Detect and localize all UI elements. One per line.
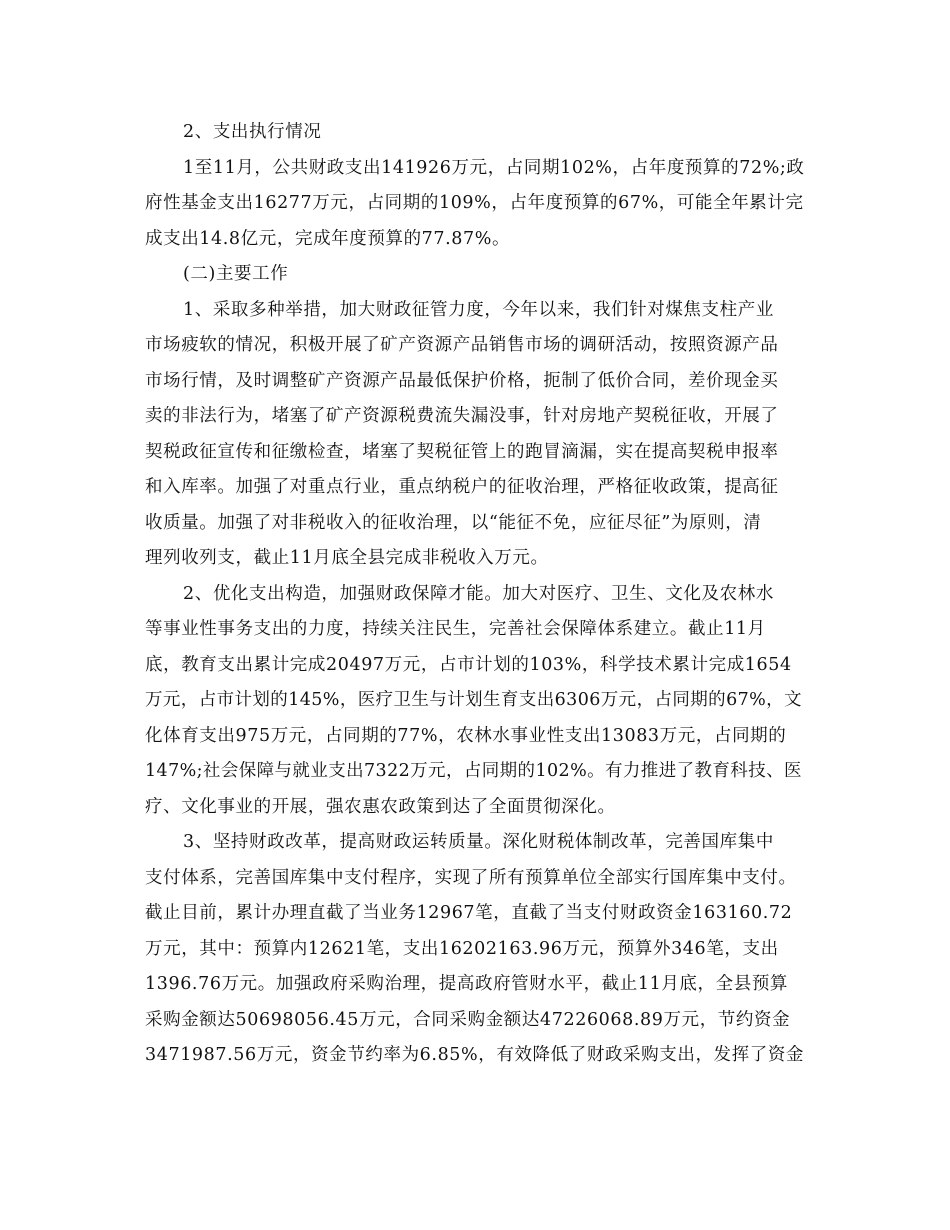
paragraph-line: 化体育支出975万元，占同期的77%，农林水事业性支出13083万元，占同期的 bbox=[145, 725, 787, 746]
paragraph-line: 市场行情，及时调整矿产资源产品最低保护价格，扼制了低价合同，差价现金买 bbox=[145, 370, 779, 391]
paragraph-line: 等事业性事务支出的力度，持续关注民生，完善社会保障体系建立。截止11月 bbox=[145, 619, 766, 639]
paragraph-line: 和入库率。加强了对重点行业，重点纳税户的征收治理，严格征收政策，提高征 bbox=[145, 477, 779, 497]
document-page bbox=[145, 115, 805, 1074]
paragraph-line: 契税政征宣传和征缴检查，堵塞了契税征管上的跑冒滴漏，实在提高契税申报率 bbox=[145, 441, 779, 462]
section-heading: 2、支出执行情况 bbox=[183, 122, 322, 142]
paragraph-line: 3、坚持财政改革，提高财政运转质量。深化财税体制改革，完善国库集中 bbox=[183, 832, 774, 852]
paragraph-line: 市场疲软的情况，积极开展了矿产资源产品销售市场的调研活动，按照资源产品 bbox=[145, 335, 779, 355]
section-heading: (二)主要工作 bbox=[183, 264, 289, 284]
paragraph-line: 2、优化支出构造，加强财政保障才能。加大对医疗、卫生、文化及农林水 bbox=[183, 583, 774, 604]
paragraph-line: 成支出14.8亿元，完成年度预算的77.87%。 bbox=[145, 228, 511, 249]
paragraph-line: 收质量。加强了对非税收入的征收治理，以“能征不免，应征尽征”为原则，清 bbox=[145, 512, 762, 533]
paragraph-line: 3471987.56万元，资金节约率为6.85%，有效降低了财政采购支出，发挥了资金 bbox=[145, 1045, 805, 1065]
paragraph-line: 万元，占市计划的145%，医疗卫生与计划生育支出6306万元，占同期的67%，文 bbox=[145, 690, 802, 710]
paragraph-line: 府性基金支出16277万元，占同期的109%，占年度预算的67%，可能全年累计完 bbox=[145, 193, 804, 213]
paragraph-line: 1、采取多种举措，加大财政征管力度，今年以来，我们针对煤焦支柱产业 bbox=[183, 299, 774, 320]
paragraph-line: 147%;社会保障与就业支出7322万元，占同期的102%。有力推进了教育科技、医 bbox=[145, 761, 802, 781]
paragraph-line: 卖的非法行为，堵塞了矿产资源税费流失漏没事，针对房地产契税征收，开展了 bbox=[145, 406, 779, 426]
paragraph-line: 支付体系，完善国库集中支付程序，实现了所有预算单位全部实行国库集中支付。 bbox=[145, 867, 797, 888]
paragraph-line: 疗、文化事业的开展，强农惠农政策到达了全面贯彻深化。 bbox=[145, 796, 616, 817]
paragraph-line: 采购金额达50698056.45万元，合同采购金额达47226068.89万元，节约资金 bbox=[145, 1009, 791, 1030]
paragraph-line: 1396.76万元。加强政府采购治理，提高政府管财水平，截止11月底，全县预算 bbox=[145, 974, 789, 994]
paragraph-line: 理列收列支，截止11月底全县完成非税收入万元。 bbox=[145, 548, 549, 568]
paragraph-line: 截止目前，累计办理直截了当业务12967笔，直截了当支付财政资金163160.72 bbox=[145, 903, 793, 923]
paragraph-line: 万元，其中：预算内12621笔，支出16202163.96万元，预算外346笔，支出 bbox=[145, 938, 779, 959]
paragraph-line: 底，教育支出累计完成20497万元，占市计划的103%，科学技术累计完成1654 bbox=[145, 654, 792, 675]
paragraph-line: 1至11月，公共财政支出141926万元，占同期102%，占年度预算的72%;政 bbox=[183, 157, 805, 178]
